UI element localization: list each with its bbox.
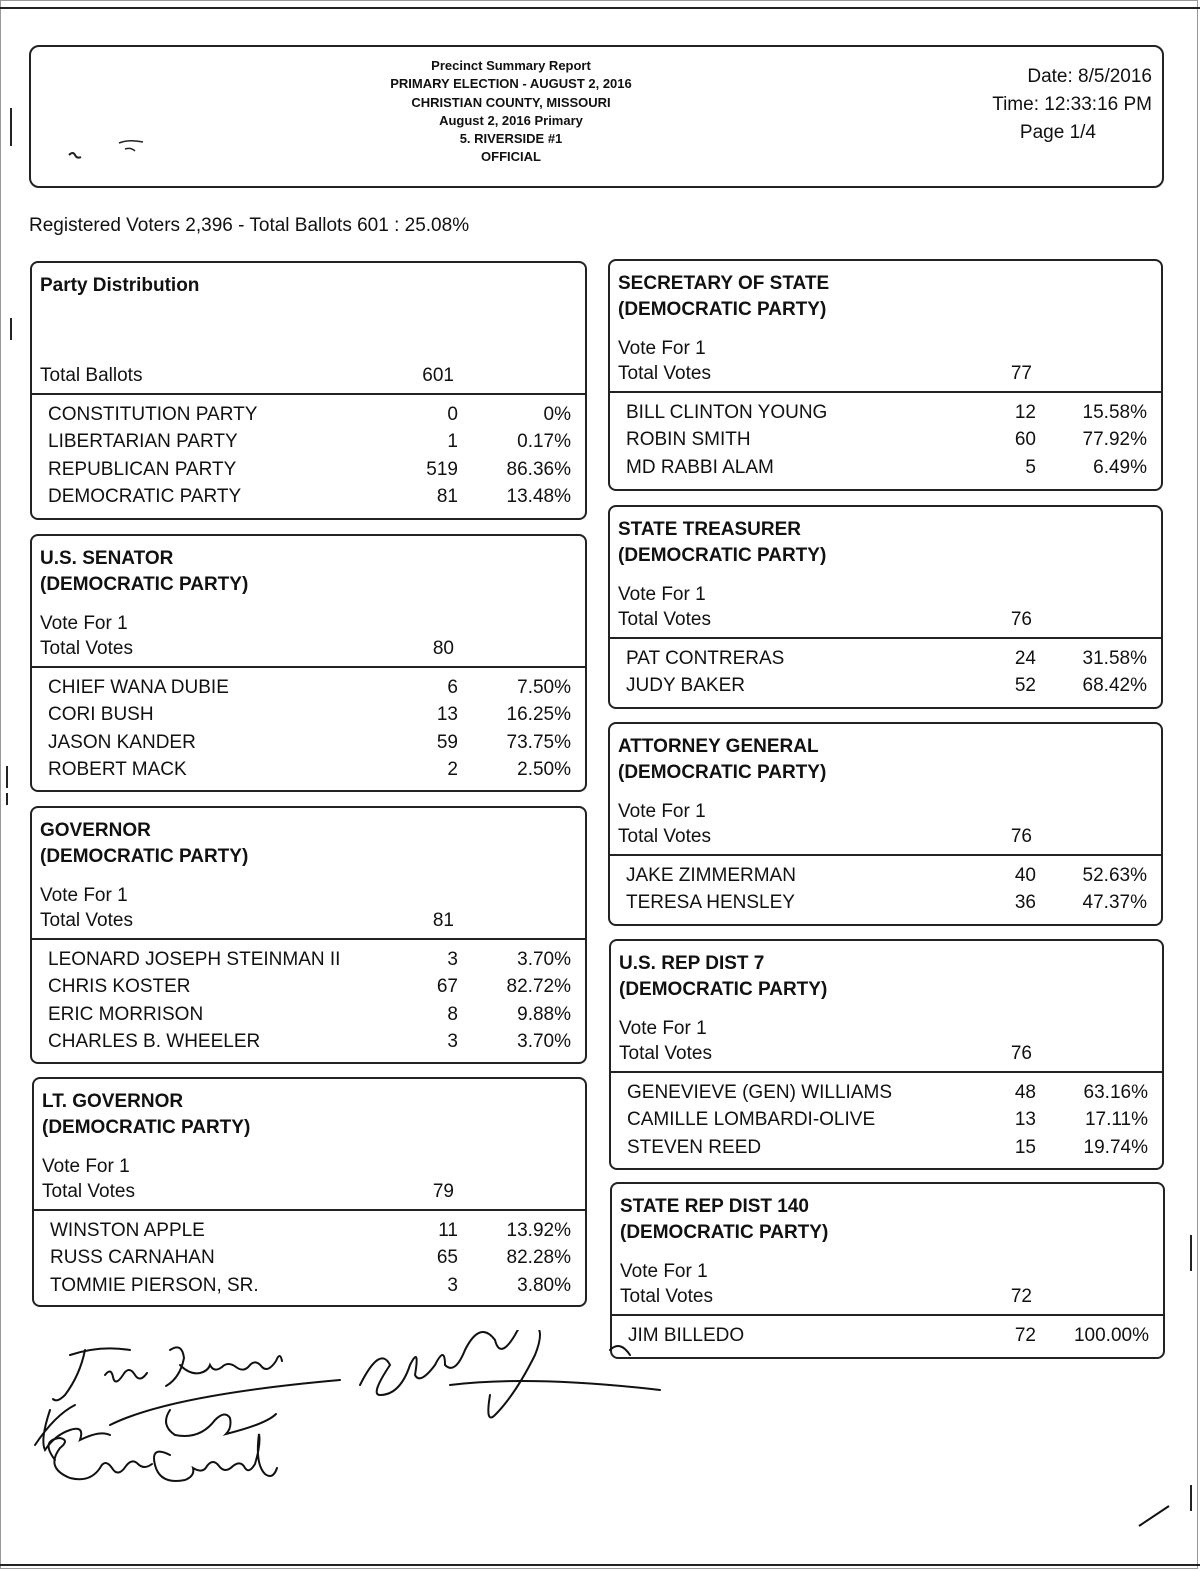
candidate-row: STEVEN REED 15 19.74% <box>627 1137 1148 1158</box>
total-votes-label: Total Votes <box>40 910 133 931</box>
party-row: LIBERTARIAN PARTY 1 0.17% <box>48 431 571 452</box>
candidate-row: TERESA HENSLEY 36 47.37% <box>626 892 1147 913</box>
race-title: ATTORNEY GENERAL (DEMOCRATIC PARTY) <box>618 736 827 783</box>
candidate-row: LEONARD JOSEPH STEINMAN II 3 3.70% <box>48 949 571 970</box>
box-divider <box>612 1314 1163 1316</box>
race-title: SECRETARY OF STATE (DEMOCRATIC PARTY) <box>618 273 830 320</box>
total-votes-value: 80 <box>432 638 454 659</box>
party-distribution-title: Party Distribution <box>40 275 200 296</box>
candidate-row: WINSTON APPLE 11 13.92% <box>50 1220 571 1241</box>
total-ballots-value: 601 <box>422 365 454 386</box>
candidate-row: GENEVIEVE (GEN) WILLIAMS 48 63.16% <box>627 1082 1148 1103</box>
total-votes-label: Total Votes <box>40 638 133 659</box>
total-votes-value: 81 <box>432 910 454 931</box>
precinct-name: 5. RIVERSIDE #1 <box>459 131 563 147</box>
race-title: STATE REP DIST 140 (DEMOCRATIC PARTY) <box>620 1196 829 1243</box>
candidate-row: ROBERT MACK 2 2.50% <box>48 759 571 780</box>
vote-for-label: Vote For 1 <box>620 1261 708 1282</box>
candidate-row: JAKE ZIMMERMAN 40 52.63% <box>626 865 1147 886</box>
report-header <box>29 45 1164 188</box>
box-divider <box>34 1209 585 1211</box>
vote-for-label: Vote For 1 <box>619 1018 707 1039</box>
vote-for-label: Vote For 1 <box>40 613 128 634</box>
race-box-state-treasurer <box>608 505 1163 709</box>
margin-mark <box>6 793 8 805</box>
box-divider <box>32 666 585 668</box>
election-name: PRIMARY ELECTION - AUGUST 2, 2016 <box>390 76 632 92</box>
race-box-lt-governor <box>32 1077 587 1307</box>
header-meta <box>902 63 1152 147</box>
vote-for-label: Vote For 1 <box>618 338 706 359</box>
county-name: CHRISTIAN COUNTY, MISSOURI <box>411 94 611 110</box>
vote-for-label: Vote For 1 <box>42 1156 130 1177</box>
vote-for-label: Vote For 1 <box>618 584 706 605</box>
total-votes-label: Total Votes <box>618 826 711 847</box>
party-row: CONSTITUTION PARTY 0 0% <box>48 404 571 425</box>
party-distribution-box <box>30 261 587 520</box>
race-box-secretary-of-state <box>608 259 1163 491</box>
vote-for-label: Vote For 1 <box>40 885 128 906</box>
candidate-row: CHIEF WANA DUBIE 6 7.50% <box>48 677 571 698</box>
total-votes-value: 77 <box>1010 363 1032 384</box>
top-border-line <box>0 7 1200 9</box>
candidate-row: CHRIS KOSTER 67 82.72% <box>48 976 571 997</box>
box-divider <box>610 637 1161 639</box>
race-title: U.S. REP DIST 7 (DEMOCRATIC PARTY) <box>619 953 828 1000</box>
candidate-row: JIM BILLEDO 72 100.00% <box>628 1325 1149 1346</box>
candidate-row: ROBIN SMITH 60 77.92% <box>626 429 1147 450</box>
candidate-row: JUDY BAKER 52 68.42% <box>626 675 1147 696</box>
total-votes-label: Total Votes <box>618 609 711 630</box>
margin-mark <box>1190 1485 1192 1511</box>
total-votes-value: 72 <box>1010 1286 1032 1307</box>
total-ballots-label: Total Ballots <box>40 365 143 386</box>
margin-mark <box>6 766 8 788</box>
candidate-row: BILL CLINTON YOUNG 12 15.58% <box>626 402 1147 423</box>
total-votes-value: 76 <box>1010 1043 1032 1064</box>
report-status: OFFICIAL <box>481 149 541 165</box>
report-date: Date: 8/5/2016 <box>1027 66 1152 87</box>
report-title: Precinct Summary Report <box>431 58 591 73</box>
box-divider <box>610 854 1161 856</box>
candidate-row: PAT CONTRERAS 24 31.58% <box>626 648 1147 669</box>
race-box-state-rep-dist-140 <box>610 1182 1165 1359</box>
total-votes-value: 76 <box>1010 609 1032 630</box>
party-row: DEMOCRATIC PARTY 81 13.48% <box>48 486 571 507</box>
race-title: STATE TREASURER (DEMOCRATIC PARTY) <box>618 519 827 566</box>
race-box-us-rep-dist-7 <box>609 939 1164 1170</box>
total-votes-label: Total Votes <box>42 1181 135 1202</box>
total-votes-value: 76 <box>1010 826 1032 847</box>
race-box-governor <box>30 806 587 1064</box>
candidate-row: TOMMIE PIERSON, SR. 3 3.80% <box>50 1275 571 1296</box>
margin-mark <box>1190 1235 1192 1271</box>
page-number: Page 1/4 <box>1019 122 1096 143</box>
report-time: Time: 12:33:16 PM <box>992 94 1152 115</box>
vote-for-label: Vote For 1 <box>618 801 706 822</box>
total-votes-label: Total Votes <box>619 1043 712 1064</box>
box-divider <box>611 1071 1162 1073</box>
race-title: LT. GOVERNOR (DEMOCRATIC PARTY) <box>42 1091 251 1138</box>
total-votes-label: Total Votes <box>620 1286 713 1307</box>
handwritten-signatures <box>30 1330 680 1520</box>
header-mark <box>67 139 157 169</box>
margin-mark <box>10 318 12 340</box>
race-title: GOVERNOR (DEMOCRATIC PARTY) <box>40 820 249 867</box>
primary-name: August 2, 2016 Primary <box>439 112 583 128</box>
margin-mark <box>10 108 12 146</box>
registration-summary: Registered Voters 2,396 - Total Ballots 601 : 25.08% <box>29 215 470 236</box>
candidate-row: CORI BUSH 13 16.25% <box>48 704 571 725</box>
total-votes-value: 79 <box>432 1181 454 1202</box>
race-box-attorney-general <box>608 722 1163 926</box>
candidate-row: ERIC MORRISON 8 9.88% <box>48 1004 571 1025</box>
candidate-row: CHARLES B. WHEELER 3 3.70% <box>48 1031 571 1052</box>
bottom-border-line <box>0 1564 1200 1566</box>
corner-mark <box>1135 1500 1175 1530</box>
candidate-row: MD RABBI ALAM 5 6.49% <box>626 457 1147 478</box>
race-box-us-senator <box>30 534 587 792</box>
race-title: U.S. SENATOR (DEMOCRATIC PARTY) <box>40 548 249 595</box>
header-titles <box>321 57 701 167</box>
candidate-row: CAMILLE LOMBARDI-OLIVE 13 17.11% <box>627 1109 1148 1130</box>
party-row: REPUBLICAN PARTY 519 86.36% <box>48 459 571 480</box>
box-divider <box>32 393 585 395</box>
candidate-row: RUSS CARNAHAN 65 82.28% <box>50 1247 571 1268</box>
box-divider <box>32 938 585 940</box>
total-votes-label: Total Votes <box>618 363 711 384</box>
box-divider <box>610 391 1161 393</box>
candidate-row: JASON KANDER 59 73.75% <box>48 732 571 753</box>
